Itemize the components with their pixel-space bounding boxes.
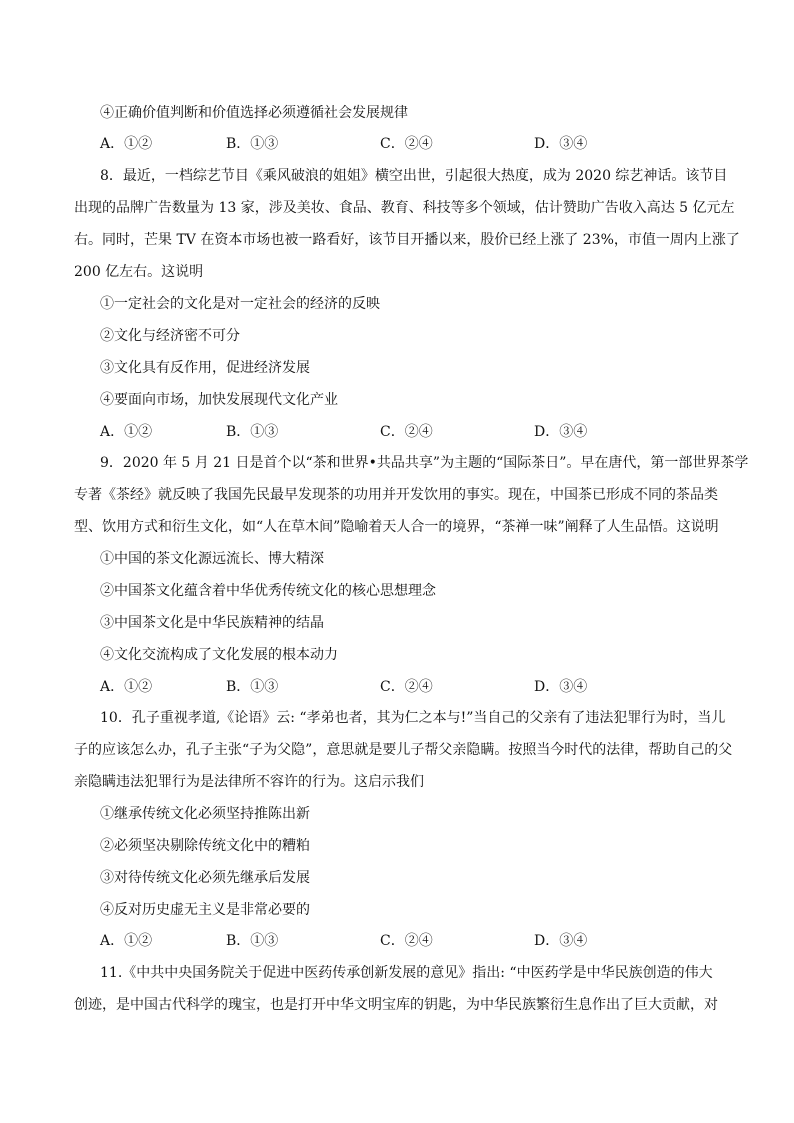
q7-option-c: C．②④ — [380, 136, 433, 152]
q8-option-a: A．①② — [100, 424, 153, 440]
q10-option-b: B．①③ — [226, 933, 279, 949]
q8-option-b: B．①③ — [226, 424, 279, 440]
q10-stem-line: 10．孔子重视孝道,《论语》云: “孝弟也者，其为仁之本与!”当自己的父亲有了违法犯罪行为时，当儿 — [100, 710, 726, 726]
q8-option-c: C．②④ — [380, 424, 433, 440]
q10-item-4: ④反对历史虚无主义是非常必要的 — [100, 902, 310, 918]
q8-stem-line: 200 亿左右。这说明 — [74, 264, 204, 280]
q10-option-a: A．①② — [100, 933, 153, 949]
q9-item-4: ④文化交流构成了文化发展的根本动力 — [100, 647, 338, 663]
q7-option-d: D．③④ — [534, 136, 588, 152]
q10-item-1: ①继承传统文化必须坚持推陈出新 — [100, 806, 310, 822]
q10-stem-line: 亲隐瞒违法犯罪行为是法律所不容许的行为。这启示我们 — [74, 774, 424, 790]
q8-stem-line: 右。同时，芒果 TV 在资本市场也被一路看好，该节目开播以来，股价已经上涨了 23%，市值一周内上涨了 — [74, 232, 740, 248]
q10-item-2: ②必须坚决剔除传统文化中的糟粕 — [100, 838, 310, 854]
q7-option-b: B．①③ — [226, 136, 279, 152]
q10-option-c: C．②④ — [380, 933, 433, 949]
q8-stem-line: 8．最近，一档综艺节目《乘风破浪的姐姐》横空出世，引起很大热度，成为 2020 综艺神话。该节目 — [100, 168, 728, 184]
q9-option-b: B．①③ — [226, 679, 279, 695]
q7-item-4: ④正确价值判断和价值选择必须遵循社会发展规律 — [100, 105, 408, 121]
q7-options — [100, 134, 720, 154]
q11-stem-line: 11.《中共中央国务院关于促进中医药传承创新发展的意见》指出: “中医药学是中华民族创造的伟大 — [100, 965, 713, 981]
q9-item-3: ③中国茶文化是中华民族精神的结晶 — [100, 615, 324, 631]
q10-item-3: ③对待传统文化必须先继承后发展 — [100, 870, 310, 886]
q10-stem-line: 子的应该怎么办，孔子主张“子为父隐”，意思就是要儿子帮父亲隐瞒。按照当今时代的法律，帮助自己的父 — [74, 742, 733, 758]
q10-options — [100, 931, 720, 951]
q9-stem-line: 9．2020 年 5 月 21 日是首个以“茶和世界•共品共享”为主题的“国际茶日”。早在唐代，第一部世界茶学 — [100, 455, 749, 471]
q9-option-c: C．②④ — [380, 679, 433, 695]
q8-option-d: D．③④ — [534, 424, 588, 440]
q9-option-a: A．①② — [100, 679, 153, 695]
q11-stem-line: 创迹，是中国古代科学的瑰宝，也是打开中华文明宝库的钥匙，为中华民族繁衍生息作出了巨大贡献，对 — [74, 997, 718, 1013]
q8-item-1: ①一定社会的文化是对一定社会的经济的反映 — [100, 296, 380, 312]
q9-options — [100, 677, 720, 697]
q9-item-2: ②中国茶文化蕴含着中华优秀传统文化的核心思想理念 — [100, 583, 436, 599]
q8-item-4: ④要面向市场，加快发展现代文化产业 — [100, 392, 338, 408]
q7-option-a: A．①② — [100, 136, 153, 152]
q9-stem-line: 专著《茶经》就反映了我国先民最早发现茶的功用并开发饮用的事实。现在，中国茶已形成不同的茶品类 — [74, 487, 718, 503]
q8-options — [100, 422, 720, 442]
q9-option-d: D．③④ — [534, 679, 588, 695]
q9-item-1: ①中国的茶文化源远流长、博大精深 — [100, 551, 324, 567]
q8-item-3: ③文化具有反作用，促进经济发展 — [100, 360, 310, 376]
q9-stem-line: 型、饮用方式和衍生文化，如“人在草木间”隐喻着天人合一的境界，“茶禅一味”阐释了人生品悟。这说明 — [74, 519, 719, 535]
q8-stem-line: 出现的品牌广告数量为 13 家，涉及美妆、食品、教育、科技等多个领域，估计赞助广告收入高达 5 亿元左 — [74, 200, 735, 216]
q10-option-d: D．③④ — [534, 933, 588, 949]
q8-item-2: ②文化与经济密不可分 — [100, 328, 240, 344]
